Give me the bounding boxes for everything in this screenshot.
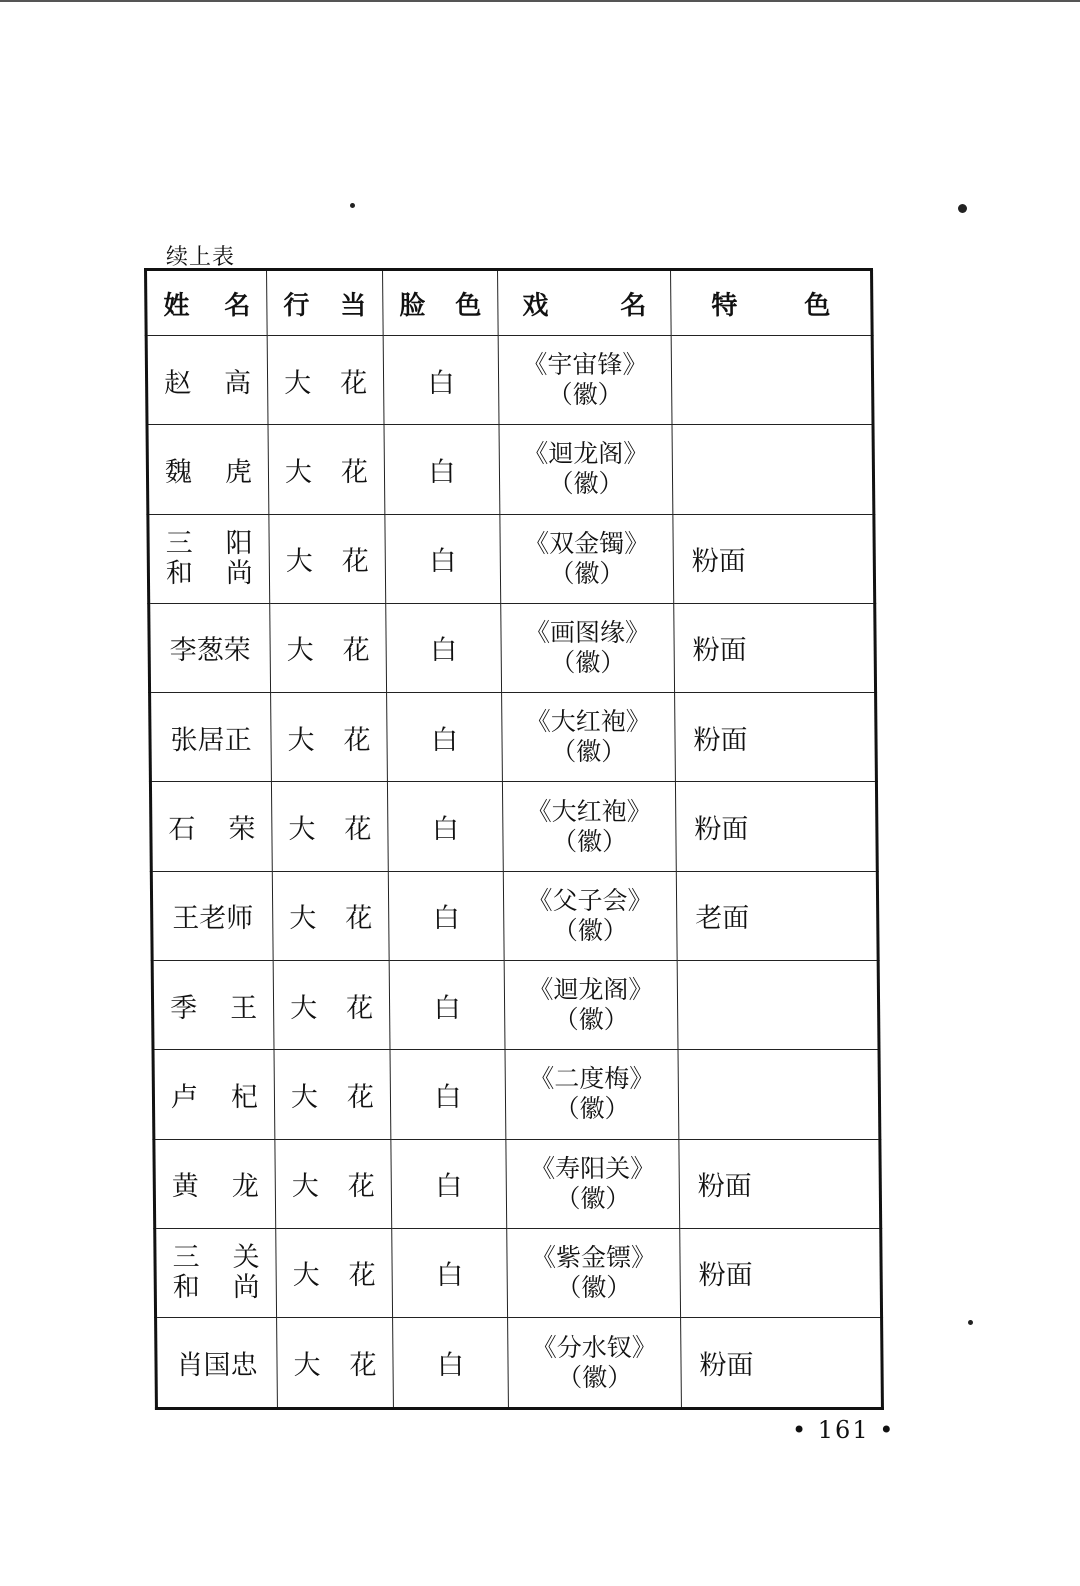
cell-face-color: 白 <box>390 1050 506 1139</box>
table-caption: 续上表 <box>166 245 236 270</box>
scan-speck <box>350 203 355 208</box>
cell-play-title <box>502 782 676 871</box>
cell-play-title <box>506 1139 680 1228</box>
cell-face-color: 白 <box>387 782 503 871</box>
table-row <box>153 1050 880 1139</box>
cell-feature: 粉面 <box>680 1228 882 1317</box>
cell-name: 张居正 <box>150 693 272 782</box>
cell-face-color: 白 <box>389 960 505 1049</box>
scan-speck <box>968 1320 973 1325</box>
play-genre-note: （徽） <box>552 915 628 945</box>
play-title: 《双金镯》 <box>523 528 650 558</box>
table-row <box>152 960 879 1049</box>
cell-face-color: 白 <box>393 1318 509 1409</box>
cell-name: 赵 高 <box>146 336 268 425</box>
cell-name: 三 阳 和 尚 <box>148 514 270 603</box>
table-row <box>147 425 874 514</box>
cell-feature: 粉面 <box>673 514 875 603</box>
table-container <box>144 268 881 1410</box>
scan-speck <box>958 204 967 213</box>
play-title: 《宇宙锋》 <box>522 350 648 380</box>
cell-feature: 粉面 <box>674 603 876 692</box>
play-genre-note: （徽） <box>556 1362 633 1392</box>
table-row <box>149 603 876 692</box>
cell-role: 大 花 <box>267 336 384 425</box>
cell-play-title <box>505 1050 679 1139</box>
play-genre-note: （徽） <box>551 826 628 856</box>
cell-feature <box>678 1050 880 1139</box>
header-row <box>146 270 873 336</box>
cell-feature: 粉面 <box>681 1318 883 1409</box>
play-genre-note: （徽） <box>555 1183 631 1213</box>
cell-play-title <box>508 1318 682 1409</box>
play-title: 《分水钗》 <box>531 1332 657 1362</box>
play-genre-note: （徽） <box>550 737 627 767</box>
header-role: 行 当 <box>267 270 384 336</box>
cell-face-color: 白 <box>388 871 504 960</box>
scan-top-edge <box>0 0 1080 2</box>
cell-feature: 老面 <box>676 871 878 960</box>
header-face-color: 脸 色 <box>383 270 499 336</box>
play-title: 《迴龙阁》 <box>523 439 649 469</box>
cell-play-title <box>504 960 678 1049</box>
play-title: 《迴龙阁》 <box>528 975 654 1005</box>
play-title: 《父子会》 <box>527 885 653 915</box>
table-row <box>155 1228 882 1317</box>
play-title: 《大红袍》 <box>526 796 652 826</box>
cell-feature: 粉面 <box>679 1139 881 1228</box>
table-row <box>146 336 873 425</box>
cell-role: 大 花 <box>277 1318 394 1409</box>
cell-name: 黄 龙 <box>154 1139 276 1228</box>
cell-play-title <box>500 514 674 603</box>
cell-feature <box>671 336 873 425</box>
cell-play-title <box>498 336 672 425</box>
cell-role: 大 花 <box>271 693 388 782</box>
cell-name: 卢 杞 <box>153 1050 275 1139</box>
table-row <box>150 782 877 871</box>
cell-name: 魏 虎 <box>147 425 269 514</box>
header-name: 姓 名 <box>146 270 268 336</box>
cell-role: 大 花 <box>268 425 385 514</box>
cell-role: 大 花 <box>276 1228 393 1317</box>
cell-name: 肖国忠 <box>156 1318 278 1409</box>
page-number: • 161 • <box>792 1416 896 1444</box>
play-title: 《二度梅》 <box>529 1064 655 1094</box>
table-row <box>151 871 878 960</box>
cell-face-color: 白 <box>383 336 499 425</box>
cell-role: 大 花 <box>274 1050 391 1139</box>
cell-role: 大 花 <box>272 871 389 960</box>
cell-face-color: 白 <box>385 514 501 603</box>
table-row <box>156 1318 883 1409</box>
cell-feature: 粉面 <box>675 782 877 871</box>
play-genre-note: （徽） <box>550 647 626 677</box>
cell-role: 大 花 <box>273 960 390 1049</box>
cell-feature: 粉面 <box>675 693 877 782</box>
header-feature: 特 色 <box>671 270 873 336</box>
cell-role: 大 花 <box>271 782 388 871</box>
cell-play-title <box>501 603 675 692</box>
cell-play-title <box>503 871 677 960</box>
cell-face-color: 白 <box>387 693 503 782</box>
cell-feature <box>672 425 874 514</box>
play-title: 《寿阳关》 <box>529 1153 656 1183</box>
cell-name: 李葱荣 <box>149 603 271 692</box>
cell-face-color: 白 <box>391 1139 507 1228</box>
cell-play-title <box>499 425 673 514</box>
play-genre-note: （徽） <box>554 1094 630 1124</box>
play-genre-note: （徽） <box>548 469 624 499</box>
table-row <box>148 514 875 603</box>
cell-name: 石 荣 <box>150 782 272 871</box>
character-table <box>144 268 884 1410</box>
play-genre-note: （徽） <box>549 558 625 588</box>
cell-name: 王老师 <box>151 871 273 960</box>
header-play-title: 戏 名 <box>498 270 672 336</box>
table-row <box>150 693 877 782</box>
cell-face-color: 白 <box>392 1228 508 1317</box>
cell-face-color: 白 <box>386 603 502 692</box>
play-genre-note: （徽） <box>556 1272 632 1302</box>
table-row <box>154 1139 881 1228</box>
cell-role: 大 花 <box>275 1139 392 1228</box>
play-title: 《大红袍》 <box>525 707 651 737</box>
cell-role: 大 花 <box>269 514 386 603</box>
play-genre-note: （徽） <box>553 1005 629 1035</box>
cell-face-color: 白 <box>384 425 500 514</box>
cell-play-title <box>502 693 676 782</box>
cell-play-title <box>507 1228 681 1317</box>
cell-name: 三 关 和 尚 <box>155 1228 277 1317</box>
play-title: 《紫金镖》 <box>530 1242 657 1272</box>
cell-feature <box>677 960 879 1049</box>
play-genre-note: （徽） <box>547 380 623 410</box>
cell-name: 季 王 <box>152 960 274 1049</box>
play-title: 《画图缘》 <box>524 617 651 647</box>
cell-role: 大 花 <box>270 603 387 692</box>
